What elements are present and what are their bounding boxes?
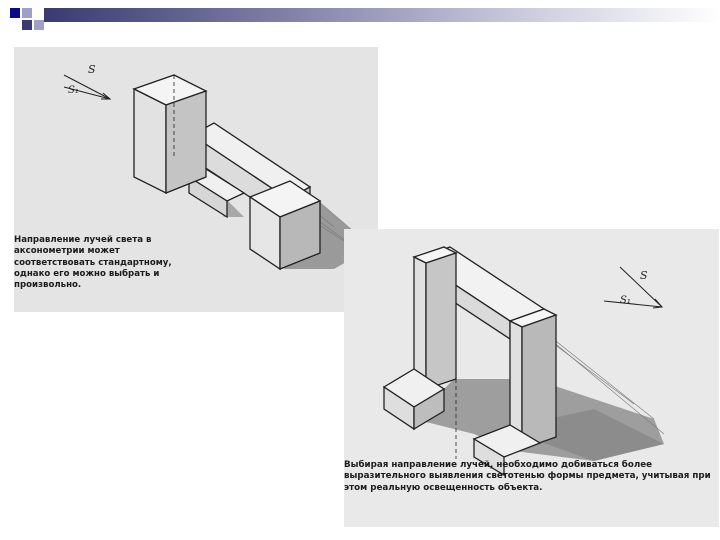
label-s1: S₁ [620,295,631,306]
header-gradient-bar [44,8,720,22]
figure-2-scan [344,229,719,527]
label-s: S [88,63,96,76]
figure-2-caption: Выбирая направление лучей, необходимо добиваться более выразительного выявления светотенью формы предмета, учитывая при этом реальную освещенность объекта. [344,460,711,493]
label-s1: S₁ [68,85,79,96]
header-square-dark [10,8,20,18]
slide-header-decoration [0,0,720,40]
header-square-dark [22,20,32,30]
figure-1-scan [14,47,378,312]
header-square-light [34,20,44,30]
figure-2-drawing [344,229,719,527]
figure-1-caption: Направление лучей света в аксонометрии может соответствовать стандартному, однако его можно выбрать и произвольно. [14,235,172,291]
header-square-light [22,8,32,18]
label-s: S [640,269,648,282]
